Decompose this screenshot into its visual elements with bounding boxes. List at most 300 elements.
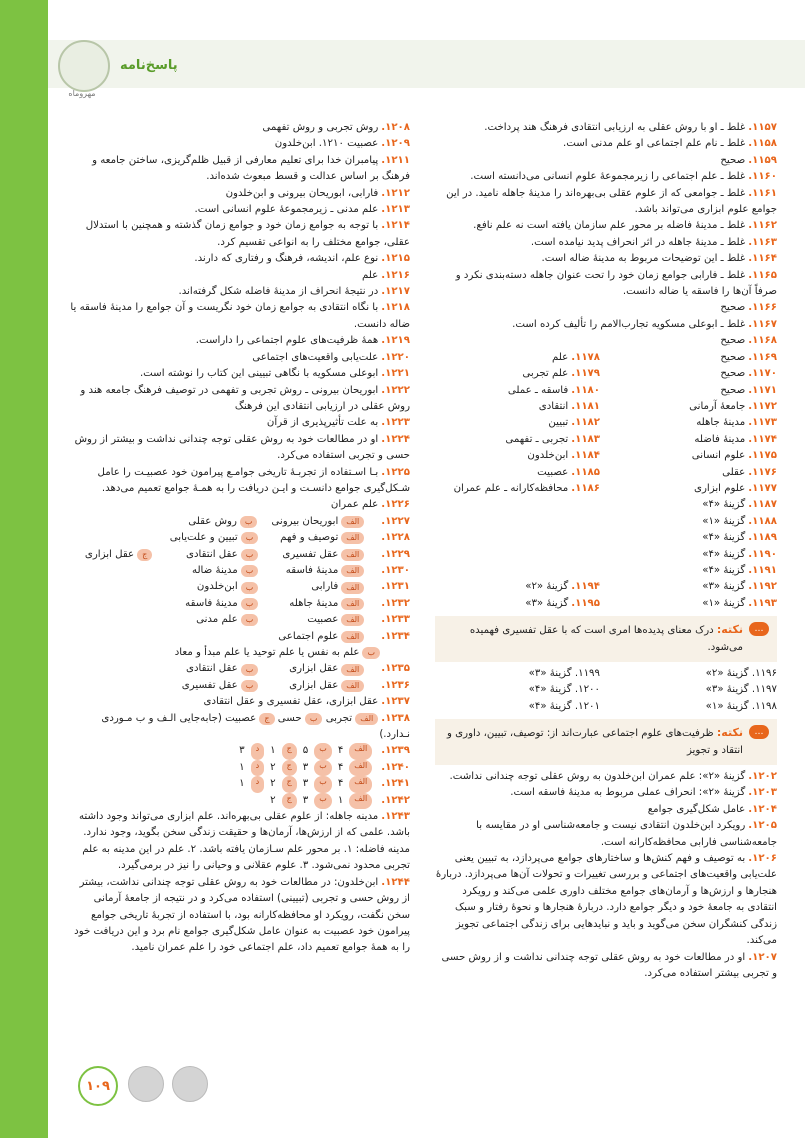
option — [60, 547, 152, 563]
note-box — [435, 616, 777, 662]
answer-text: همۀ ظرفیت‌های علوم اجتماعی را داراست. — [195, 335, 379, 347]
answer-number: ۱۲۱۹. — [381, 335, 410, 347]
answer-text: غلط ـ مدینۀ فاضله بر محور علم سازمان یافته است نه علم نافع. — [473, 220, 746, 232]
answer-pair — [435, 465, 777, 481]
note-text: ظرفیت‌های علوم اجتماعی عبارت‌اند از: توصیف، تبیین، داوری و انتقاد و تجویز — [447, 728, 743, 756]
option-badge: ب — [305, 713, 323, 725]
answer-item — [70, 350, 410, 366]
option — [166, 563, 258, 579]
answer-number: ۱۱۷۳. — [748, 417, 777, 429]
option-badge: الف — [341, 680, 364, 692]
answer-text: گزینۀ «۳» — [525, 597, 569, 609]
answer-item — [435, 186, 777, 219]
pair-cell — [435, 530, 600, 546]
answer-text: گزینۀ «۲»: انحراف عملی مربوط به مدینۀ فاسقه است. — [510, 787, 746, 799]
answer-number: ۱۲۰۸. — [381, 122, 410, 133]
pair-cell — [435, 563, 600, 579]
match-value: ۳ — [239, 745, 245, 757]
answer-text: علم مدنی ـ زیرمجموعۀ علوم انسانی است. — [194, 204, 379, 216]
answer-text: به علت تأثیرپذیری از قرآن — [266, 417, 379, 429]
option-badge: ج — [282, 776, 297, 792]
note-box — [435, 719, 777, 765]
pair-cell — [435, 432, 600, 448]
answer-number: ۱۱۹۵. — [571, 597, 600, 609]
pair-cell — [612, 448, 777, 464]
answer-number: ۱۱۶۰. — [748, 171, 777, 183]
answer-number: ۱۱۶۴. — [748, 253, 777, 265]
pair-cell — [612, 563, 777, 579]
answer-item — [435, 851, 777, 949]
answer-text: مدینه جاهله: از علوم عقلی بی‌بهره‌اند. علم ابزاری می‌تواند وجود داشته باشد. علمی که از ارزش‌ها، آرمان‌ها و حقیقت زندگی سخن بگوید، وجود ندارد. مدینه فاضله: ۱. بر محور علم سـازمان یافته باشد. ۲. علم در این مدینه به علم تجربی محدود نمی‌شود. ۳. علوم عقلانی و وحیانی را نیز در برمی‌گیرد. — [78, 811, 410, 872]
option — [166, 661, 258, 677]
answer-text: گزینۀ «۱» — [702, 597, 746, 609]
answer-number: ۱۲۴۰. — [381, 761, 410, 773]
pair-cell — [435, 481, 600, 497]
decor-circle — [128, 1066, 164, 1102]
answer-number: ۱۱۷۷. — [748, 482, 777, 494]
option-badge: ب — [241, 532, 259, 544]
option-row — [70, 530, 410, 546]
pair-cell — [612, 596, 777, 612]
match-value: ۱ — [239, 778, 245, 790]
answer-number: ۱۲۰۶. — [748, 853, 777, 865]
answer-number: ۱۱۵۷. — [748, 122, 777, 133]
answer-number: ۱۲۳۹. — [381, 745, 410, 757]
option-badge: ب — [314, 793, 332, 809]
answer-pair — [435, 399, 777, 415]
answer-number: ۱۱۹۰. — [748, 548, 777, 560]
answer-text: فارابی، ابوریحان بیرونی و ابن‌خلدون — [225, 187, 379, 199]
answer-number: ۱۲۰۵. — [748, 820, 777, 832]
answer-item — [70, 694, 410, 710]
answer-number: ۱۱۶۷. — [748, 318, 777, 330]
answer-item — [70, 432, 410, 465]
answer-text: عقل ابزاری، عقل تفسیری و عقل انتقادی — [203, 696, 379, 708]
option-badge: ب — [314, 760, 332, 776]
answer-number: ۱۱۵۹. — [748, 154, 777, 166]
match-value: ۳ — [302, 761, 309, 773]
answer-number: ۱۲۴۱. — [381, 778, 410, 790]
answer-text: غلط ـ او با روش عقلی به ارزیابی انتقادی فرهنگ هند پرداخت. — [484, 122, 746, 133]
answer-text: غلط ـ این توضیحات مربوط به مدینۀ ضاله است. — [541, 253, 746, 265]
option-text: مدینۀ فاسقه — [185, 597, 238, 609]
match-value: ۵ — [302, 745, 309, 757]
option-badge: الف — [355, 713, 378, 725]
answer-item — [435, 235, 777, 251]
option-badge: الف — [341, 614, 364, 626]
option-badge: ب — [241, 598, 259, 610]
pair-cell — [612, 432, 777, 448]
answer-number: ۱۱۶۸. — [748, 335, 777, 347]
option — [166, 612, 258, 628]
option-text: عصبیت (جابه‌جایی الـف و ب مـوردی نـدارد.) — [101, 712, 410, 741]
option-text: ابوریحان بیرونی — [271, 515, 339, 527]
page-title: پاسخ‌نامه — [120, 58, 178, 73]
answer-item — [435, 333, 777, 349]
answer-number: ۱۲۴۲. — [381, 794, 410, 806]
answer-number: ۱۱۷۶. — [748, 466, 777, 478]
answer-number: ۱۱۸۴. — [571, 450, 600, 462]
option-text: علم به نفس یا علم توحید یا علم مبدأ و معاد — [174, 647, 360, 658]
answer-text: ابوریحان بیرونی ـ روش تجربی و تفهمی در توصیف فرهنگ جامعه هند و روش عقلی در ارزیابی انتقادی این فرهنگ — [80, 384, 410, 412]
answer-text: غلط ـ مدینۀ جاهله در اثر انحراف پدید نیامده است. — [530, 236, 746, 248]
pair-cell — [435, 547, 600, 563]
pair-cell: ۱۱۹۷. گزینۀ «۳» — [705, 684, 777, 696]
answer-text: عصبیت ۱۲۱۰. ابن‌خلدون — [274, 138, 379, 150]
answer-number: ۱۱۸۰. — [571, 384, 600, 396]
answer-number: ۱۱۶۹. — [748, 351, 777, 363]
answer-item — [70, 415, 410, 431]
answer-number: ۱۲۳۸. — [381, 712, 410, 724]
answer-pair — [435, 481, 777, 497]
answer-text: بـا اسـتفاده از تجربـۀ تاریخی جوامـع پیرامون خود عصبیـت را عامل شـکل‌گیری جوامع دانسـت و ایـن دریافت را به همـۀ جوامع تعمیم می‌دهد. — [97, 466, 410, 494]
answer-number: ۱۲۰۳. — [748, 787, 777, 799]
answer-pair — [435, 547, 777, 563]
match-value: ۲ — [270, 761, 276, 773]
pair-cell — [435, 415, 600, 431]
pair-cell — [435, 350, 600, 366]
answer-pair — [435, 666, 777, 682]
option — [272, 530, 364, 546]
answer-text: غلط ـ نام علم اجتماعی او علم مدنی است. — [563, 138, 746, 150]
answer-number: ۱۲۴۴. — [381, 876, 410, 888]
answer-pair — [435, 383, 777, 399]
answer-item — [70, 497, 410, 513]
option — [175, 645, 410, 661]
answer-number: ۱۲۱۲. — [381, 187, 410, 199]
pair-cell: ۱۲۰۰. گزینۀ «۴» — [528, 684, 600, 696]
side-bar — [0, 0, 48, 1138]
option-badge: ب — [241, 664, 259, 676]
option-text: ابن‌خلدون — [196, 581, 238, 593]
answer-number: ۱۲۲۸. — [381, 532, 410, 544]
match-value: ۱ — [337, 794, 344, 806]
option-badge: ب — [314, 776, 332, 792]
answer-pair — [435, 497, 777, 513]
answer-text: رویکرد ابن‌خلدون انتقادی نیست و جامعه‌شناسی او در مقایسه با جامعه‌شناسی فارابی محافظه‌کارانه است. — [476, 820, 777, 848]
answer-number: ۱۲۱۵. — [381, 253, 410, 265]
answer-number: ۱۲۳۱. — [381, 581, 410, 593]
match-row — [70, 760, 410, 776]
answer-number: ۱۱۷۹. — [571, 368, 600, 380]
answer-text: گزینۀ «۴» — [702, 548, 746, 560]
option-text: عقل تفسیری — [282, 548, 339, 560]
pair-cell — [612, 481, 777, 497]
pair-cell — [612, 399, 777, 415]
answer-number: ۱۱۹۴. — [571, 581, 600, 593]
answer-item — [435, 802, 777, 818]
answer-pair — [435, 448, 777, 464]
option-badge: الف — [341, 565, 364, 577]
pair-cell — [435, 399, 600, 415]
option-row — [70, 645, 410, 661]
answer-number: ۱۲۱۶. — [381, 269, 410, 281]
pair-cell: ۱۲۰۱. گزینۀ «۴» — [528, 700, 600, 712]
option-row — [70, 596, 410, 612]
option-badge: د — [251, 743, 265, 759]
answer-number: ۱۲۲۴. — [381, 433, 410, 445]
option — [165, 514, 257, 530]
option-text: توصیف و فهم — [280, 532, 339, 544]
option-badge: ب — [241, 565, 259, 577]
pair-cell — [612, 465, 777, 481]
option — [272, 579, 364, 595]
answer-pair — [435, 432, 777, 448]
answer-number: ۱۲۲۷. — [381, 515, 410, 527]
answer-item — [70, 875, 410, 957]
pair-cell — [612, 497, 777, 513]
answer-text: علوم ابزاری — [693, 482, 746, 494]
answer-text: صحیح — [720, 154, 746, 166]
option — [272, 661, 364, 677]
answer-number: ۱۲۲۹. — [381, 548, 410, 560]
option — [272, 547, 364, 563]
answer-text: گزینۀ «۴» — [702, 532, 746, 544]
answer-pair — [435, 699, 777, 715]
answer-number: ۱۲۰۲. — [748, 771, 777, 783]
option-text: عقل انتقادی — [186, 663, 238, 675]
note-icon: … — [749, 622, 769, 636]
answer-text: با نگاه انتقادی به جوامع زمان خود نگریست و آن جوامع را مدینۀ فاسقه یا ضاله دانست. — [70, 302, 410, 330]
answer-pair — [435, 563, 777, 579]
answer-text: صحیح — [720, 384, 746, 396]
answer-item — [70, 136, 410, 152]
option-row — [70, 612, 410, 628]
answer-text: علت‌یابی واقعیت‌های اجتماعی — [252, 351, 379, 363]
answer-number: ۱۲۲۵. — [381, 466, 410, 478]
option-badge: الف — [341, 664, 364, 676]
answer-item — [70, 186, 410, 202]
pair-cell: ۱۱۹۹. گزینۀ «۳» — [528, 668, 600, 679]
answer-number: ۱۲۳۰. — [381, 564, 410, 576]
option-badge: الف — [341, 582, 364, 594]
match-row — [70, 793, 410, 809]
option-row — [70, 514, 410, 530]
answer-number: ۱۱۸۵. — [571, 466, 600, 478]
answer-item — [70, 202, 410, 218]
answer-item — [435, 153, 777, 169]
option-badge: ب — [241, 582, 259, 594]
option-text: مدینۀ ضاله — [191, 564, 238, 576]
answer-number: ۱۱۵۸. — [748, 138, 777, 150]
answer-text: گزینۀ «۳» — [702, 581, 746, 593]
option-badge: الف — [341, 516, 364, 528]
option-badge: الف — [341, 549, 364, 561]
answer-number: ۱۲۳۷. — [381, 696, 410, 708]
answer-text: او در مطالعات خود به روش عقلی توجه چندانی نداشت و از روش حسی و تجربی بیشتر استفاده می‌کرد. — [441, 951, 777, 979]
answer-pair — [435, 579, 777, 595]
option-badge: الف — [349, 776, 372, 792]
option-text: روش عقلی — [188, 515, 237, 527]
answer-number: ۱۱۶۲. — [748, 220, 777, 232]
pair-cell — [435, 514, 600, 530]
answer-number: ۱۲۲۳. — [381, 417, 410, 429]
answer-item — [435, 169, 777, 185]
option-badge: الف — [349, 743, 372, 759]
pair-cell — [612, 514, 777, 530]
option — [166, 579, 258, 595]
option-badge: ب — [362, 647, 380, 659]
note-content — [443, 725, 743, 759]
answer-number: ۱۲۱۷. — [381, 286, 410, 298]
answer-number: ۱۲۳۴. — [381, 630, 410, 642]
answer-item — [70, 218, 410, 251]
option — [272, 612, 364, 628]
answer-text: عصبیت — [537, 466, 569, 478]
answer-item — [435, 785, 777, 801]
answer-number: ۱۲۱۱. — [381, 154, 410, 166]
option-text: عقل انتقادی — [186, 548, 238, 560]
answer-number: ۱۲۱۴. — [381, 220, 410, 232]
option-text: عقل تفسیری — [181, 679, 238, 691]
right-column — [435, 120, 777, 982]
match-row — [70, 743, 410, 759]
answer-item — [70, 383, 410, 416]
option-row — [70, 661, 410, 677]
answer-item — [435, 818, 777, 851]
answer-text: با توجه به جوامع زمان خود و جوامع زمان گذشته و همچنین با استدلال عقلی، جوامع مختلف را به انواعی تقسیم کرد. — [85, 220, 410, 248]
answer-text: علم عمران — [330, 499, 379, 511]
logo-text: مهروماه — [68, 89, 96, 98]
answer-item — [70, 268, 410, 284]
answer-item — [435, 300, 777, 316]
answer-number: ۱۱۶۵. — [748, 269, 777, 281]
answer-item — [435, 268, 777, 301]
answer-number: ۱۱۸۸. — [748, 515, 777, 527]
option-text: تبیین و علت‌یابی — [169, 532, 238, 544]
option-row — [70, 563, 410, 579]
answer-number: ۱۱۶۳. — [748, 236, 777, 248]
note-icon: … — [749, 725, 769, 739]
answer-text: فاسقه ـ عملی — [507, 384, 569, 396]
answer-text: روش تجربی و روش تفهمی — [262, 122, 379, 133]
option-badge: د — [251, 760, 265, 776]
option — [166, 596, 258, 612]
option — [166, 678, 258, 694]
answer-text: انتقادی — [538, 400, 569, 412]
pair-cell — [435, 596, 600, 612]
answer-text: صحیح — [720, 351, 746, 363]
option-text: عقل ابزاری — [84, 548, 135, 560]
option-badge: ب — [241, 680, 259, 692]
option-badge: الف — [349, 793, 372, 809]
answer-item — [435, 218, 777, 234]
answer-text: صحیح — [720, 335, 746, 347]
answer-number: ۱۱۸۹. — [748, 532, 777, 544]
answer-item — [435, 136, 777, 152]
answer-pair — [435, 514, 777, 530]
answer-text: گزینۀ «۲»: علم عمران ابن‌خلدون به روش عقلی توجه چندانی نداشت. — [449, 771, 746, 783]
option — [272, 596, 364, 612]
answer-item — [70, 465, 410, 498]
answer-text: صحیح — [720, 368, 746, 380]
answer-pair — [435, 682, 777, 698]
answer-item — [70, 300, 410, 333]
answer-number: ۱۱۷۴. — [748, 433, 777, 445]
pair-cell — [612, 383, 777, 399]
answer-text: علوم انسانی — [691, 450, 746, 462]
option-badge: ب — [314, 743, 332, 759]
note-label: نکته: — [716, 726, 743, 740]
option-badge: الف — [341, 598, 364, 610]
page-number: ۱۰۹ — [78, 1066, 118, 1106]
option — [166, 530, 258, 546]
pair-cell — [435, 497, 600, 513]
answer-pair — [435, 350, 777, 366]
note-text: درک معنای پدیده‌ها امری است که با عقل تفسیری فهمیده می‌شود. — [469, 625, 743, 653]
option-badge: الف — [341, 532, 364, 544]
pair-cell — [612, 579, 777, 595]
match-value: ۴ — [337, 745, 344, 757]
answer-text: غلط ـ ابوعلی مسکویه تجارب‌الامم را تألیف کرده است. — [512, 318, 746, 330]
option-text: عصبیت — [307, 614, 339, 626]
match-value: ۱ — [239, 761, 245, 773]
answer-item — [70, 711, 410, 744]
answer-number: ۱۲۰۴. — [748, 803, 777, 815]
pair-cell — [612, 366, 777, 382]
note-content — [443, 622, 743, 656]
answer-number: ۱۲۰۷. — [748, 951, 777, 963]
answer-text: ابن‌خلدون: در مطالعات خود به روش عقلی توجه چندانی نداشت، بیشتر از روش حسی و تجربی (تبیینی) استفاده می‌کرد و در نتیجه از جامعۀ آرمانی سخن نگفت، رویکرد او محافظه‌کارانه بود، با استفاده از تجربۀ تاریخی جوامع پیرامون خود عصبیت به عنوان عامل شکل‌گیری جوامع نام برد و این دریافت خود را به همۀ جوامع تعمیم داد، علم اجتماعی خود را علم عمران نامید. — [74, 876, 410, 954]
pair-cell — [435, 366, 600, 382]
pair-cell — [435, 465, 600, 481]
answer-item — [70, 809, 410, 875]
option-badge: ب — [240, 516, 258, 528]
answer-number: ۱۲۳۲. — [381, 597, 410, 609]
option-text: عقل ابزاری — [289, 679, 339, 691]
answer-number: ۱۱۷۸. — [571, 351, 600, 363]
match-value: ۳ — [302, 794, 309, 806]
answer-number: ۱۱۸۷. — [748, 499, 777, 511]
answer-number: ۱۲۲۶. — [381, 499, 410, 511]
option-badge: ج — [282, 793, 297, 809]
option-badge: الف — [341, 631, 364, 643]
answer-item — [70, 284, 410, 300]
answer-text: علم تجربی — [522, 368, 569, 380]
option-text: حسی — [274, 712, 305, 724]
left-column — [70, 120, 410, 957]
answer-text: تجربی ـ تفهمی — [505, 433, 569, 445]
answer-number: ۱۲۱۸. — [381, 302, 410, 314]
answer-text: علم — [362, 269, 379, 281]
pair-cell — [435, 448, 600, 464]
pair-cell — [435, 579, 600, 595]
option-row — [70, 678, 410, 694]
option-badge: ج — [282, 743, 297, 759]
answer-number: ۱۱۸۳. — [571, 433, 600, 445]
answer-text: مدینۀ فاضله — [694, 433, 746, 445]
pair-cell — [612, 350, 777, 366]
answer-pair — [435, 415, 777, 431]
option-text: مدینۀ جاهله — [289, 597, 339, 609]
match-value: ۲ — [270, 794, 276, 806]
answer-number: ۱۲۲۲. — [381, 384, 410, 396]
answer-number: ۱۲۲۱. — [381, 368, 410, 380]
answer-number: ۱۱۹۲. — [748, 581, 777, 593]
answer-number: ۱۲۱۳. — [381, 204, 410, 216]
answer-number: ۱۲۰۹. — [381, 138, 410, 150]
answer-number: ۱۱۶۱. — [748, 187, 777, 199]
answer-text: عامل شکل‌گیری جوامع — [647, 803, 746, 815]
answer-text: صحیح — [720, 302, 746, 314]
answer-number: ۱۱۹۳. — [748, 597, 777, 609]
option-text: علوم اجتماعی — [278, 630, 339, 642]
answer-text: غلط ـ جوامعی که از علوم عقلی بی‌بهره‌اند را مدینۀ جاهله نامید. در این جوامع علوم ابزاری می‌تواند باشد. — [446, 187, 777, 216]
answer-number: ۱۱۶۶. — [748, 302, 777, 314]
answer-number: ۱۱۷۰. — [748, 368, 777, 380]
answer-item — [70, 366, 410, 382]
answer-number: ۱۲۴۳. — [381, 811, 410, 823]
